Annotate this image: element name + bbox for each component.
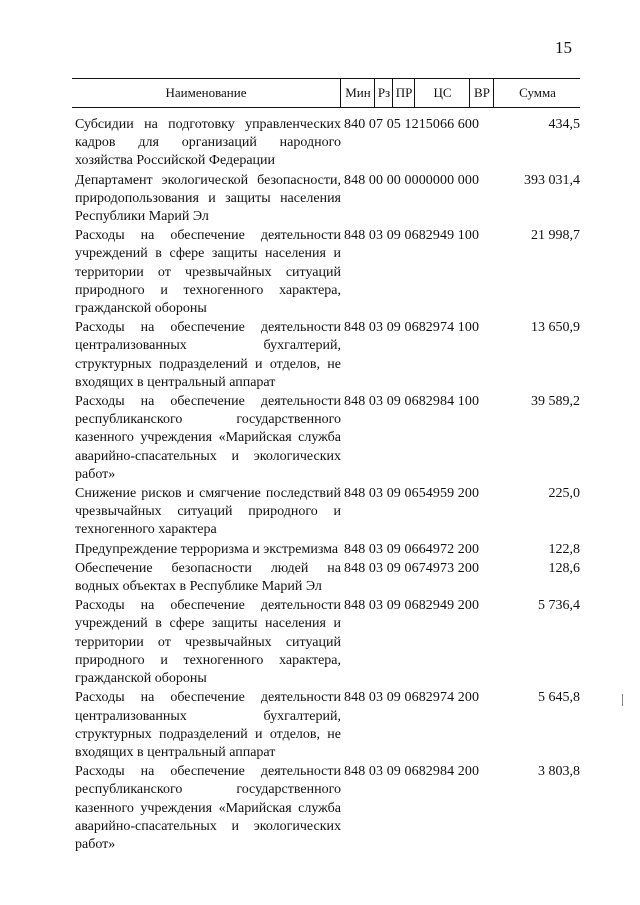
header-vr: ВР (469, 79, 494, 107)
table-row (75, 541, 580, 559)
table-row (75, 763, 580, 854)
row-codes: 848 03 09 0654959 200 (344, 486, 480, 502)
row-name: Расходы на обеспечение деятельности учреждений в сфере защиты населения и территории от чрезвычайных ситуаций природного и техногенного характера, гражданской обороны (75, 228, 341, 317)
page-number: 15 (555, 38, 572, 57)
row-codes: 848 03 09 0682984 100 (344, 394, 480, 410)
table-row (75, 597, 580, 688)
row-name: Расходы на обеспечение деятельности республиканского государственного казенного учреждения «Марийская служба аварийно-спасательных и экологических работ» (75, 764, 341, 852)
row-amount: 13 650,9 (531, 320, 580, 336)
table-row (75, 227, 580, 318)
row-name: Субсидии на подготовку управленческих кадров для организаций народного хозяйства Российской Федерации (75, 117, 341, 169)
row-name: Департамент экологической безопасности, природопользования и защиты населения Республики Марий Эл (75, 172, 341, 225)
header-cs: ЦС (414, 79, 470, 107)
row-codes: 848 03 09 0682949 200 (344, 598, 480, 614)
row-codes: 840 07 05 1215066 600 (344, 117, 480, 132)
row-codes: 848 03 09 0682974 100 (344, 320, 480, 336)
row-name: Предупреждение терроризма и экстремизма (75, 541, 339, 557)
row-codes: 848 03 09 0682949 100 (344, 228, 480, 244)
row-amount: 434,5 (548, 117, 580, 132)
row-amount: 128,6 (548, 560, 580, 576)
table-row (75, 172, 580, 227)
row-name: Расходы на обеспечение деятельности централизованных бухгалтерий, структурных подразделений и отделов, не входящих в центральный аппарат (75, 320, 341, 390)
row-name: Снижение рисков и смягчение последствий чрезвычайных ситуаций природного и техногенного характера (75, 486, 341, 538)
row-amount: 5 736,4 (538, 598, 580, 614)
row-amount: 39 589,2 (531, 394, 580, 410)
row-name: Расходы на обеспечение деятельности централизованных бухгалтерий, структурных подразделений и отделов, не входящих в центральный аппарат (75, 690, 341, 760)
row-codes: 848 03 09 0682984 200 (344, 764, 480, 780)
row-codes: 848 00 00 0000000 000 (344, 172, 480, 188)
row-amount: 122,8 (548, 541, 580, 557)
table-row (75, 485, 580, 540)
row-amount: 225,0 (548, 486, 580, 502)
table-row (75, 319, 580, 392)
table-row (75, 689, 580, 762)
header-min: Мин (340, 79, 375, 107)
row-amount: 5 645,8 (538, 690, 580, 706)
row-codes: 848 03 09 0674973 200 (344, 560, 480, 576)
header-rz: Рз (374, 79, 393, 107)
table-header (72, 78, 580, 108)
row-name: Обеспечение безопасности людей на водных объектах в Республике Марий Эл (75, 560, 341, 595)
row-codes: 848 03 09 0682974 200 (344, 690, 480, 706)
table-row (75, 116, 580, 171)
row-name: Расходы на обеспечение деятельности республиканского государственного казенного учреждения «Марийская служба аварийно-спасательных и экологических работ» (75, 394, 341, 482)
row-amount: 21 998,7 (531, 228, 580, 244)
table-body (75, 116, 580, 855)
table-row (75, 560, 580, 596)
header-sum: Сумма (493, 79, 581, 107)
row-name: Расходы на обеспечение деятельности учреждений в сфере защиты населения и территории от чрезвычайных ситуаций природного и техногенного характера, гражданской обороны (75, 598, 341, 687)
row-codes: 848 03 09 0664972 200 (344, 541, 480, 557)
header-pr: ПР (392, 79, 415, 107)
header-name: Наименование (165, 85, 247, 100)
row-amount: 3 803,8 (538, 764, 580, 780)
row-amount: 393 031,4 (524, 172, 580, 188)
table-row (75, 393, 580, 484)
scan-edge-mark (622, 694, 623, 706)
